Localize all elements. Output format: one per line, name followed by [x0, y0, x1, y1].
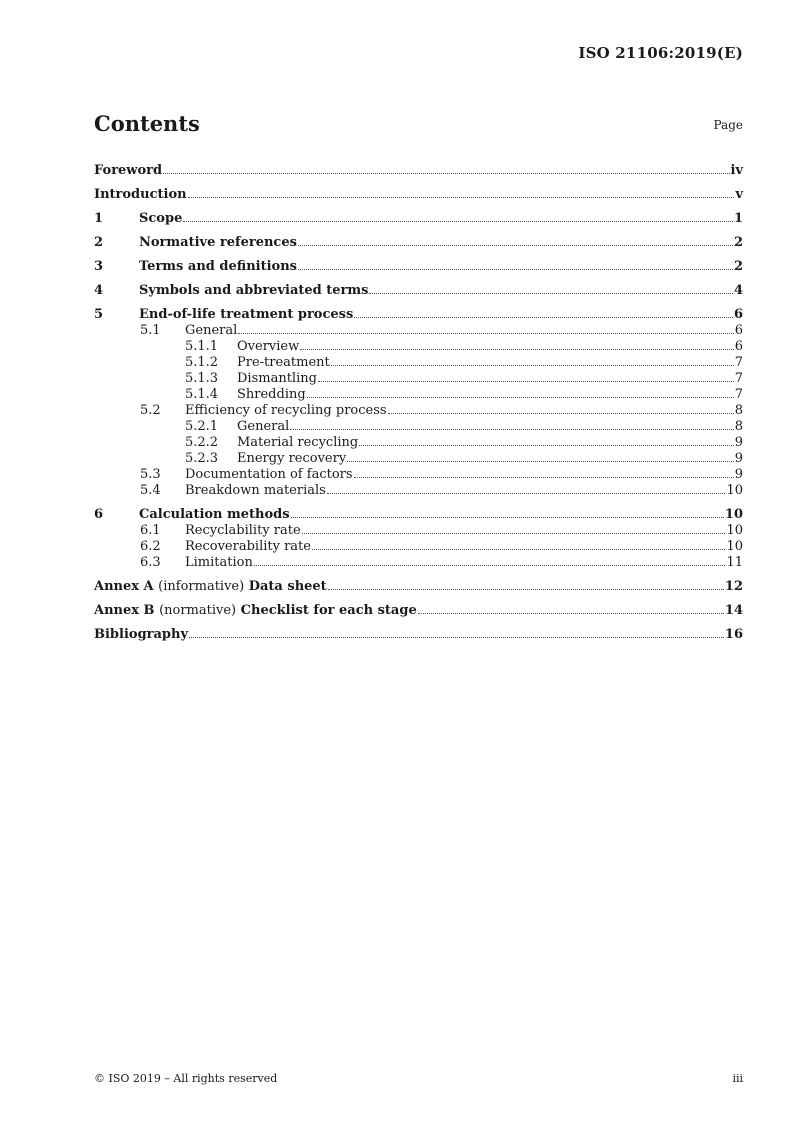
toc-entry-page: 14	[724, 603, 743, 618]
toc-entry-normative-references[interactable]	[94, 226, 743, 250]
toc-entry-page: 6	[734, 323, 743, 338]
dot-leader	[238, 333, 733, 334]
toc-entry-page: 4	[733, 283, 743, 298]
dot-leader	[369, 293, 732, 294]
annex-title: Data sheet	[248, 579, 327, 594]
dot-leader	[298, 269, 733, 270]
toc-entry-bibliography[interactable]	[94, 618, 743, 642]
dot-leader	[183, 221, 733, 222]
toc-entry-5-1-4[interactable]	[94, 386, 743, 402]
table-of-contents	[94, 154, 743, 642]
dot-leader	[327, 493, 726, 494]
toc-entry-text: Shredding	[237, 387, 306, 402]
dot-leader	[300, 349, 733, 350]
toc-entry-text: Pre-treatment	[237, 355, 330, 370]
toc-entry-number: 5.3	[140, 467, 161, 482]
toc-entry-number: 2	[94, 235, 104, 250]
dot-leader	[163, 173, 729, 174]
dot-leader	[347, 461, 734, 462]
toc-entry-text: Recyclability rate	[185, 523, 301, 538]
toc-entry-page: 6	[734, 339, 743, 354]
toc-entry-page: 10	[726, 523, 743, 538]
toc-entry-5-2[interactable]	[94, 402, 743, 418]
toc-entry-text: Terms and definitions	[139, 259, 297, 274]
toc-entry-end-of-life[interactable]	[94, 298, 743, 322]
dot-leader	[331, 365, 734, 366]
dot-leader	[188, 197, 735, 198]
toc-entry-page: 10	[726, 539, 743, 554]
toc-entry-number: 3	[94, 259, 104, 274]
toc-entry-text: Recoverability rate	[185, 539, 311, 554]
toc-entry-number: 5.4	[140, 483, 161, 498]
toc-entry-5-1-3[interactable]	[94, 370, 743, 386]
toc-entry-symbols[interactable]	[94, 274, 743, 298]
toc-entry-number: 5.2.2	[185, 435, 219, 450]
toc-entry-page: 7	[734, 371, 743, 386]
dot-leader	[302, 533, 726, 534]
toc-entry-text: Energy recovery	[237, 451, 347, 466]
toc-entry-text: Breakdown materials	[185, 483, 326, 498]
toc-entry-text: Bibliography	[94, 627, 189, 642]
toc-entry-text: General	[237, 419, 290, 434]
toc-entry-text: Scope	[139, 211, 183, 226]
toc-entry-page: 16	[724, 627, 743, 642]
toc-entry-5-4[interactable]	[94, 482, 743, 498]
toc-entry-page: 9	[734, 467, 743, 482]
page-column-heading: Page	[713, 118, 743, 132]
dot-leader	[418, 613, 724, 614]
annex-label: Annex B	[94, 603, 155, 618]
dot-leader	[328, 589, 724, 590]
toc-entry-number: 1	[94, 211, 104, 226]
toc-entry-text: Introduction	[94, 187, 187, 202]
toc-entry-page: 12	[724, 579, 743, 594]
toc-entry-introduction[interactable]	[94, 178, 743, 202]
toc-entry-5-1-2[interactable]	[94, 354, 743, 370]
toc-entry-page: 2	[733, 235, 743, 250]
toc-entry-calculation-methods[interactable]	[94, 498, 743, 522]
toc-entry-number: 5.2.3	[185, 451, 219, 466]
toc-entry-page: 7	[734, 387, 743, 402]
toc-entry-number: 5.1.2	[185, 355, 219, 370]
dot-leader	[354, 477, 734, 478]
toc-entry-text: End-of-life treatment process	[139, 307, 354, 322]
toc-entry-foreword[interactable]	[94, 154, 743, 178]
toc-entry-page: v	[735, 187, 743, 202]
dot-leader	[254, 565, 726, 566]
toc-entry-page: 8	[734, 403, 743, 418]
toc-entry-text: Overview	[237, 339, 300, 354]
toc-entry-number: 6	[94, 507, 104, 522]
toc-entry-text: Efficiency of recycling process	[185, 403, 387, 418]
toc-entry-5-2-3[interactable]	[94, 450, 743, 466]
footer-copyright: © ISO 2019 – All rights reserved	[94, 1072, 278, 1085]
toc-entry-annex-a[interactable]	[94, 570, 743, 594]
footer-page-number: iii	[732, 1072, 743, 1085]
toc-entry-6-2[interactable]	[94, 538, 743, 554]
annex-qualifier: (normative)	[159, 603, 237, 618]
toc-entry-number: 6.2	[140, 539, 161, 554]
toc-entry-scope[interactable]	[94, 202, 743, 226]
toc-entry-text: Normative references	[139, 235, 297, 250]
page-title: Contents	[94, 111, 200, 136]
toc-entry-number: 6.3	[140, 555, 161, 570]
toc-entry-page: iv	[730, 163, 743, 178]
toc-entry-text: General	[185, 323, 238, 338]
toc-entry-5-2-1[interactable]	[94, 418, 743, 434]
toc-entry-number: 5.2.1	[185, 419, 219, 434]
toc-entry-6-3[interactable]	[94, 554, 743, 570]
toc-entry-6-1[interactable]	[94, 522, 743, 538]
toc-entry-text: Limitation	[185, 555, 253, 570]
dot-leader	[290, 429, 733, 430]
toc-entry-text: Documentation of factors	[185, 467, 353, 482]
toc-entry-number: 5.1.1	[185, 339, 219, 354]
toc-entry-page: 10	[724, 507, 743, 522]
dot-leader	[291, 517, 724, 518]
toc-entry-annex-b[interactable]	[94, 594, 743, 618]
dot-leader	[298, 245, 733, 246]
toc-entry-page: 6	[733, 307, 743, 322]
toc-entry-page: 10	[726, 483, 743, 498]
toc-entry-5-2-2[interactable]	[94, 434, 743, 450]
dot-leader	[388, 413, 734, 414]
dot-leader	[318, 381, 734, 382]
document-id: ISO 21106:2019(E)	[578, 44, 743, 62]
toc-entry-text: Symbols and abbreviated terms	[139, 283, 369, 298]
toc-entry-number: 5.1.4	[185, 387, 219, 402]
toc-entry-number: 5.1	[140, 323, 161, 338]
toc-entry-page: 7	[734, 355, 743, 370]
toc-entry-page: 1	[733, 211, 743, 226]
dot-leader	[312, 549, 725, 550]
annex-qualifier: (informative)	[158, 579, 245, 594]
toc-entry-number: 5	[94, 307, 104, 322]
toc-entry-5-1[interactable]	[94, 322, 743, 338]
annex-title: Checklist for each stage	[240, 603, 417, 618]
toc-entry-number: 6.1	[140, 523, 161, 538]
toc-entry-number: 5.2	[140, 403, 161, 418]
toc-entry-text: Dismantling	[237, 371, 317, 386]
toc-entry-text: Foreword	[94, 163, 163, 178]
dot-leader	[354, 317, 733, 318]
toc-entry-text	[94, 603, 417, 618]
dot-leader	[359, 445, 734, 446]
annex-label: Annex A	[94, 579, 154, 594]
toc-entry-text: Calculation methods	[139, 507, 290, 522]
dot-leader	[189, 637, 724, 638]
toc-entry-text	[94, 579, 327, 594]
toc-entry-5-1-1[interactable]	[94, 338, 743, 354]
toc-entry-page: 8	[734, 419, 743, 434]
toc-entry-page: 11	[726, 555, 743, 570]
toc-entry-5-3[interactable]	[94, 466, 743, 482]
toc-entry-page: 9	[734, 435, 743, 450]
toc-entry-terms-and-definitions[interactable]	[94, 250, 743, 274]
toc-entry-number: 4	[94, 283, 104, 298]
toc-entry-page: 9	[734, 451, 743, 466]
toc-entry-number: 5.1.3	[185, 371, 219, 386]
toc-entry-text: Material recycling	[237, 435, 359, 450]
dot-leader	[307, 397, 734, 398]
toc-entry-page: 2	[733, 259, 743, 274]
